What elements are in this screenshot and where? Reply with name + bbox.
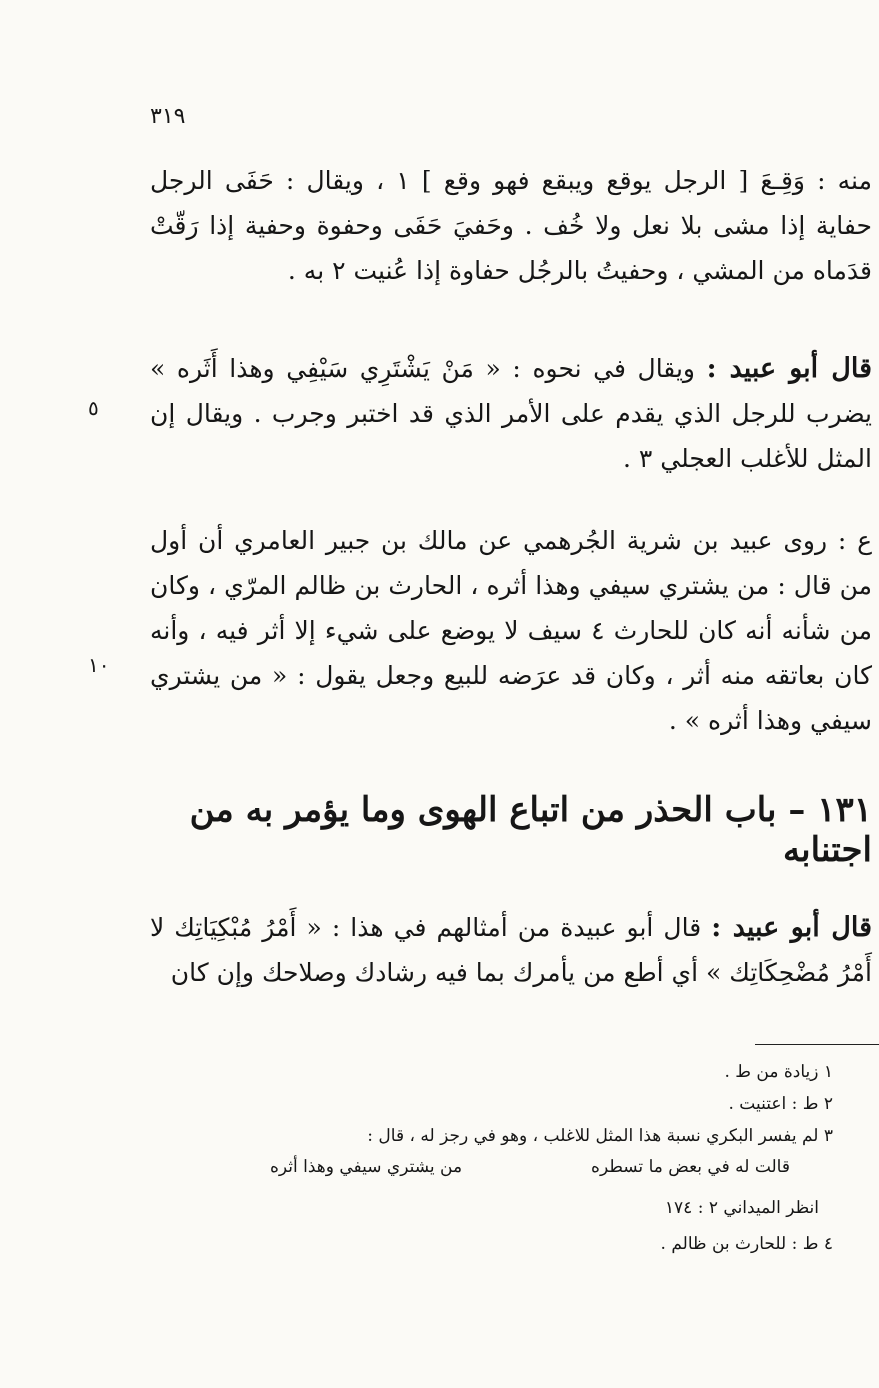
- paragraph-4: [150, 905, 872, 995]
- verse-first-hemistich: قالت له في بعض ما تسطره: [591, 1157, 790, 1177]
- chapter-title: ١٣١ – باب الحذر من اتباع الهوى وما يؤمر به من اجتنابه: [189, 790, 872, 870]
- paragraph-2: [150, 346, 872, 481]
- paragraph-4-lead: قال أبو عبيد :: [711, 912, 872, 943]
- paragraph-2-lead: قال أبو عبيد :: [706, 353, 872, 384]
- verse-second-hemistich: من يشتري سيفي وهذا أثره: [270, 1157, 463, 1177]
- footnote-verse: [270, 1157, 790, 1177]
- paragraph-1: منه : وَقِـعَ [ الرجل يوقع ويبقع فهو وقع ] ١ ، ويقال : حَفَى الرجل حفاية إذا مشى بلا نعل ولا خُف . وحَفيَ حَفَى وحفوة وحفية إذا رَقّتْ قدَماه من المشي ، وحفيتُ بالرجُل حفاوة إذا عُنيت ٢ به .: [150, 166, 872, 285]
- margin-number-10: ١٠: [88, 653, 110, 677]
- footnote-reference: انظر الميداني ٢ : ١٧٤: [664, 1198, 819, 1218]
- footnote-3: ٣ لم يفسر البكري نسبة هذا المثل للاغلب ، وهو في رجز له ، قال :: [367, 1126, 833, 1146]
- footnote-4: ٤ ط : للحارث بن ظالم .: [660, 1234, 833, 1254]
- paragraph-3: ع : روى عبيد بن شرية الجُرهمي عن مالك بن جبير العامري أن أول من قال : من يشتري سيفي وهذا أثره ، الحارث بن ظالم المرّي ، وكان من شأنه أنه كان للحارث ٤ سيف لا يوضع على شيء إلا أثر فيه ، وأنه كان بعاتقه منه أثر ، وكان قد عرَضه للبيع وجعل يقول : « من يشتري سيفي وهذا أثره » .: [150, 526, 872, 735]
- footnote-2: ٢ ط : اعتنيت .: [728, 1094, 833, 1114]
- paragraph-4-text: قال أبو عبيدة من أمثالهم في هذا : « أَمْرُ مُبْكِيَاتِك لا أَمْرُ مُضْحِكَاتِك » أي أطع من يأمرك بما فيه رشادك وصلاحك وإن كان: [150, 913, 872, 987]
- margin-number-5: ٥: [88, 396, 99, 420]
- paragraph-2-text: ويقال في نحوه : « مَنْ يَشْتَرِي سَيْفِي وهذا أَثَره » يضرب للرجل الذي يقدم على الأمر الذي قد اختبر وجرب . ويقال إن المثل للأغلب العجلي ٣ .: [150, 354, 872, 473]
- footnote-1: ١ زيادة من ط .: [724, 1062, 833, 1082]
- footnote-rule: [755, 1044, 879, 1045]
- page-number: ٣١٩: [150, 104, 186, 129]
